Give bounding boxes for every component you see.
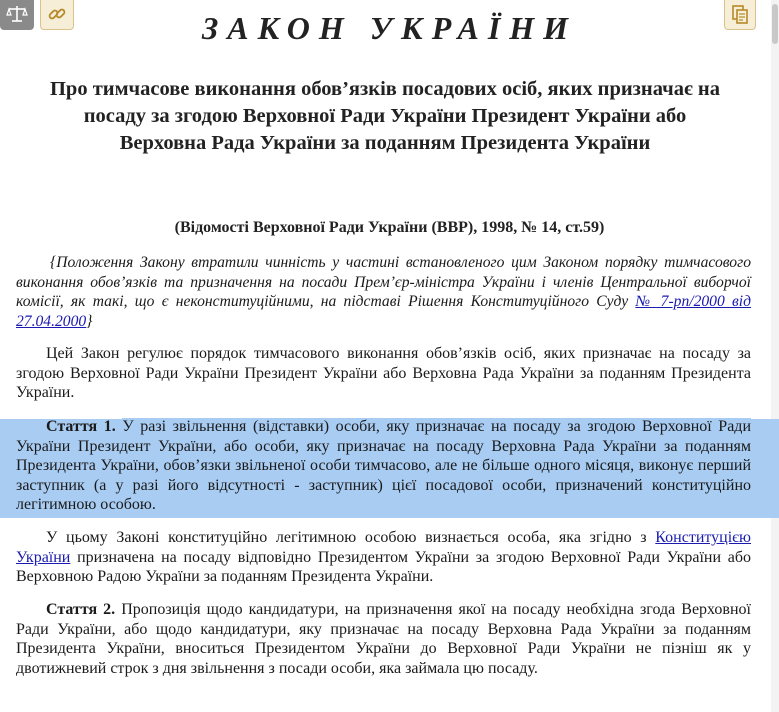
- amendment-note: [16, 253, 751, 331]
- article-1-text: У разі звільнення (відставки) особи, яку призначає на посаду за згодою Верховної Ради України Президент України, або особи, яку призначає на посаду Верховна Рада України за поданням Президента України, обов’язки звільненої особи тимчасово, але не більше одного місяця, виконує перший заступник (а у разі його відсутності - заступник) цієї посадової особи, призначений конституційно легітимною особою.: [16, 418, 751, 513]
- article-2-label: Стаття 2.: [46, 601, 116, 618]
- court-decision-link[interactable]: № 7-рп/2000 від 27.04.2000: [16, 293, 751, 330]
- constitution-link[interactable]: Конституцією України: [16, 529, 751, 566]
- definition-text-after: призначена на посаду відповідно Президентом України за згодою Верховної Ради України або Верховною Радою України за поданням Президента України.: [16, 548, 751, 585]
- law-title: ЗАКОН УКРАЇНИ: [201, 10, 578, 46]
- scrollbar[interactable]: [771, 0, 779, 712]
- intro-paragraph: Цей Закон регулює порядок тимчасового виконання обов’язків осіб, яких призначає на посаду за згодою Верховної Ради України Президент України або Верховна Рада України за поданням Президента України.: [16, 345, 751, 401]
- document-title: Про тимчасове виконання обов’язків посадових осіб, яких призначає на посаду за згодою Верховної Ради України Президент України або Верховна Рада України за поданням Президента України: [49, 78, 720, 154]
- note-text: Положення Закону втратили чинність у частині встановленого цим Законом порядку тимчасового виконання обов’язків та призначення на посади Прем’єр-міністра України і членів Центральної виборчої комісії, як такі, що є неконституційними, на підставі Рішення Конституційного Суду: [16, 254, 751, 310]
- note-open-brace: {: [50, 254, 57, 271]
- article-2-text: Пропозиція щодо кандидатури, на призначення якої на посаду необхідна згода Верховної Ради України, або щодо кандидатури, яку призначає на посаду Верховна Рада України за поданням Президента України, вноситься Президентом України до Верховної Ради України не пізніш як у двотижневий строк з дня звільнення з посади особи, яка займала цю посаду.: [16, 601, 751, 677]
- article-1: [16, 417, 751, 515]
- note-close-brace: }: [86, 312, 93, 330]
- definition-paragraph: [16, 528, 751, 587]
- definition-text-before: У цьому Законі конституційно легітимною особою визнається особа, яка згідно з: [46, 529, 656, 546]
- source-citation: (Відомості Верховної Ради України (ВВР), 1998, № 14, ст.59): [174, 219, 605, 236]
- article-1-label: Стаття 1.: [46, 418, 116, 435]
- article-2: [16, 600, 751, 678]
